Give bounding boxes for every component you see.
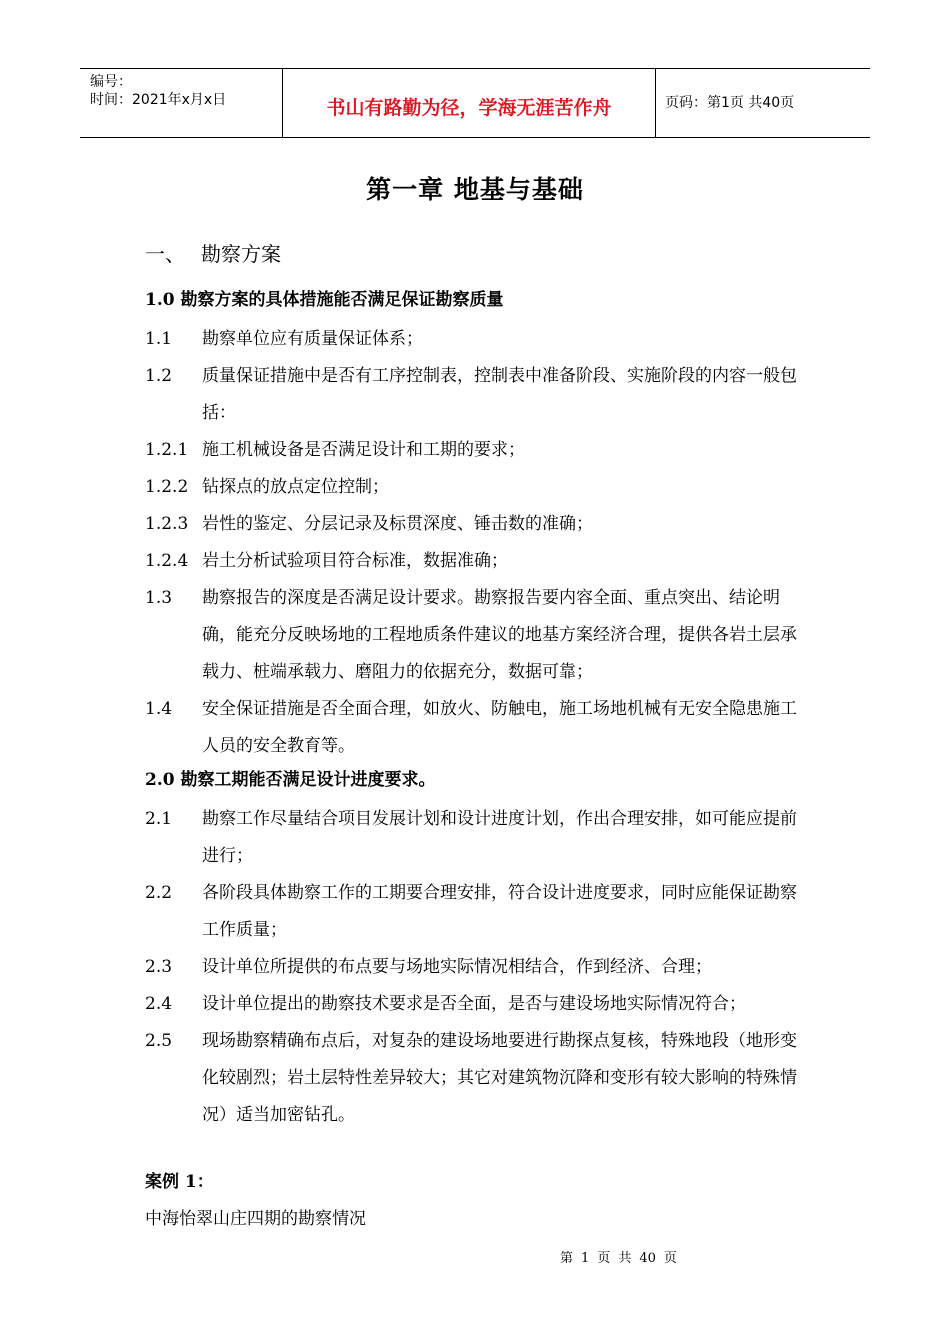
item-text: 施工机械设备是否满足设计和工期的要求； bbox=[202, 440, 525, 460]
list-item bbox=[145, 949, 810, 986]
page-info: 页码：第1页 共40页 bbox=[665, 95, 795, 111]
item-text: 各阶段具体勘察工作的工期要合理安排，符合设计进度要求，同时应能保证勘察工作质量； bbox=[202, 883, 797, 940]
group-heading: 2.0 勘察工期能否满足设计进度要求。 bbox=[145, 770, 436, 790]
item-number: 2.3 bbox=[145, 957, 173, 977]
footer-total-pages: 40 bbox=[639, 1251, 656, 1266]
serial-label: 编号： bbox=[90, 74, 132, 90]
motto: 书山有路勤为径，学海无涯苦作舟 bbox=[326, 97, 612, 119]
list-item bbox=[145, 580, 810, 691]
header-motto-cell bbox=[282, 69, 656, 137]
item-text: 勘察工作尽量结合项目发展计划和设计进度计划，作出合理安排，如可能应提前进行； bbox=[202, 809, 797, 866]
footer-text: 第 bbox=[560, 1251, 574, 1266]
case-text: 中海怡翠山庄四期的勘察情况 bbox=[145, 1209, 366, 1229]
item-text: 岩土分析试验项目符合标准，数据准确； bbox=[202, 551, 508, 571]
item-number: 2.4 bbox=[145, 994, 173, 1014]
section-title bbox=[145, 238, 281, 267]
footer-text: 共 bbox=[618, 1251, 632, 1266]
item-text: 现场勘察精确布点后，对复杂的建设场地要进行勘探点复核，特殊地段（地形变化较剧烈；岩土层特性差异较大；其它对建筑物沉降和变形有较大影响的特殊情况）适当加密钻孔。 bbox=[202, 1031, 797, 1125]
header-meta bbox=[80, 69, 282, 137]
header-page-cell bbox=[655, 69, 870, 137]
item-number: 1.4 bbox=[145, 699, 173, 719]
list-item bbox=[145, 469, 810, 506]
item-number: 1.2 bbox=[145, 366, 173, 386]
item-text: 勘察报告的深度是否满足设计要求。勘察报告要内容全面、重点突出、结论明确，能充分反映场地的工程地质条件建议的地基方案经济合理，提供各岩土层承载力、桩端承载力、磨阻力的依据充分，数据可靠； bbox=[202, 588, 797, 682]
item-number: 1.2.1 bbox=[145, 440, 189, 460]
body-content bbox=[145, 285, 810, 1134]
page-footer bbox=[560, 1247, 685, 1266]
list-item bbox=[145, 801, 810, 875]
item-text: 钻探点的放点定位控制； bbox=[202, 477, 389, 497]
list-item bbox=[145, 1023, 810, 1134]
item-number: 2.2 bbox=[145, 883, 173, 903]
list-item bbox=[145, 358, 810, 432]
item-text: 安全保证措施是否全面合理，如放火、防触电，施工场地机械有无安全隐患施工人员的安全教育等。 bbox=[202, 699, 797, 756]
chapter-title: 第一章 地基与基础 bbox=[366, 175, 584, 204]
list-item bbox=[145, 321, 810, 358]
item-number: 2.5 bbox=[145, 1031, 173, 1051]
list-item bbox=[145, 691, 810, 765]
section-number: 一、 bbox=[145, 242, 185, 266]
item-text: 勘察单位应有质量保证体系； bbox=[202, 329, 423, 349]
item-number: 1.2.4 bbox=[145, 551, 189, 571]
item-text: 岩性的鉴定、分层记录及标贯深度、锤击数的准确； bbox=[202, 514, 593, 534]
list-item bbox=[145, 543, 810, 580]
item-number: 1.1 bbox=[145, 329, 173, 349]
list-item bbox=[145, 506, 810, 543]
case-label: 案例 1： bbox=[145, 1172, 214, 1192]
page-header bbox=[80, 68, 870, 138]
item-text: 设计单位提出的勘察技术要求是否全面，是否与建设场地实际情况符合； bbox=[202, 994, 746, 1014]
footer-text: 页 bbox=[597, 1251, 611, 1266]
item-number: 1.2.3 bbox=[145, 514, 189, 534]
group-heading: 1.0 勘察方案的具体措施能否满足保证勘察质量 bbox=[145, 290, 504, 310]
item-number: 1.2.2 bbox=[145, 477, 189, 497]
item-number: 2.1 bbox=[145, 809, 173, 829]
item-text: 设计单位所提供的布点要与场地实际情况相结合，作到经济、合理； bbox=[202, 957, 712, 977]
list-item bbox=[145, 875, 810, 949]
footer-text: 页 bbox=[663, 1251, 677, 1266]
footer-page-number: 1 bbox=[581, 1251, 590, 1266]
section-label: 勘察方案 bbox=[201, 242, 281, 266]
item-number: 1.3 bbox=[145, 588, 173, 608]
item-text: 质量保证措施中是否有工序控制表，控制表中准备阶段、实施阶段的内容一般包括： bbox=[202, 366, 797, 423]
date-label: 时间：2021年x月x日 bbox=[90, 92, 227, 108]
list-item bbox=[145, 986, 810, 1023]
list-item bbox=[145, 432, 810, 469]
